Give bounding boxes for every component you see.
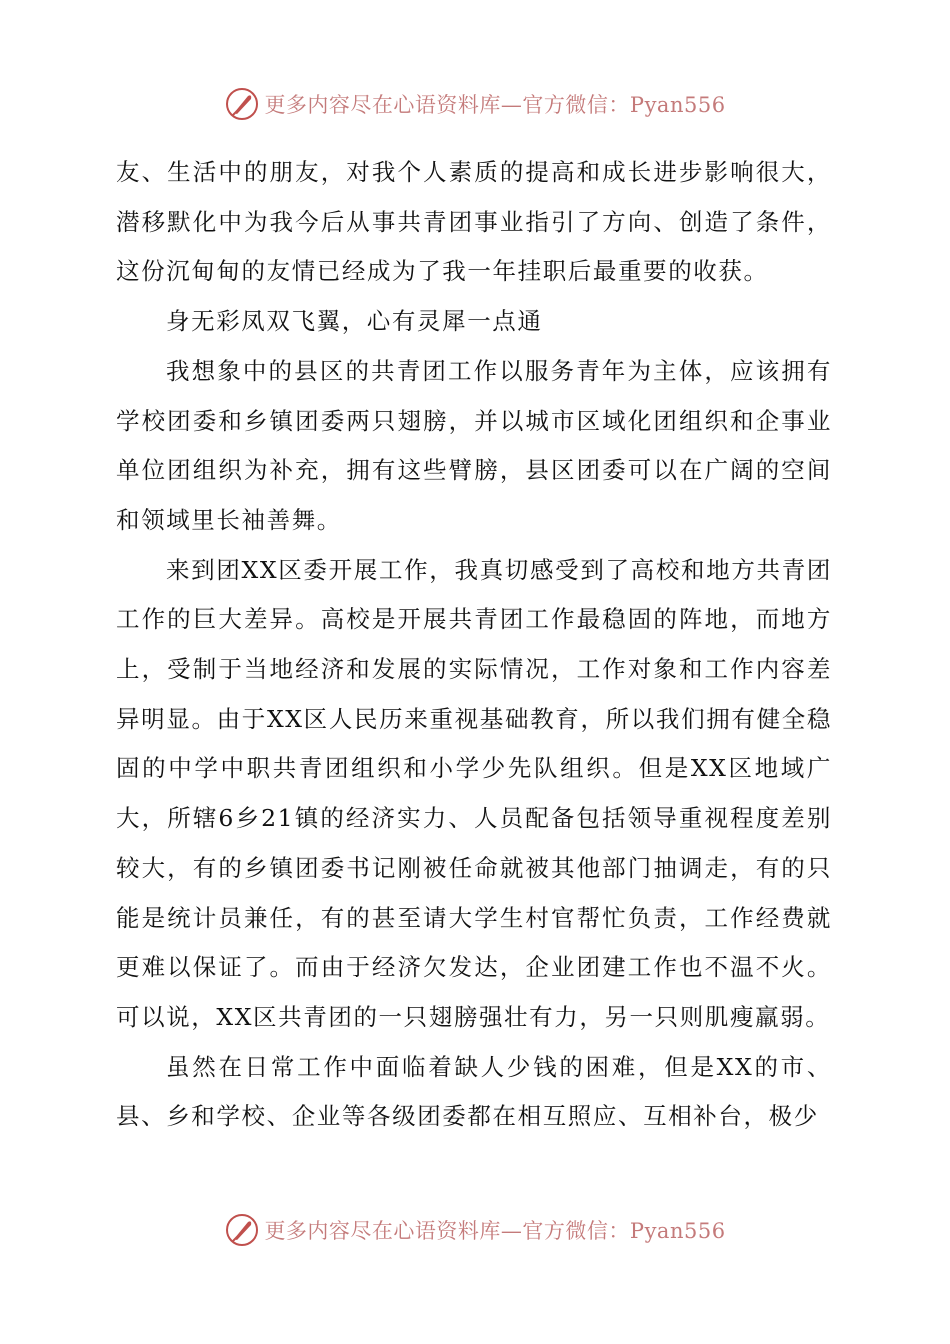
header-banner-text: 更多内容尽在心语资料库—官方微信：Pyan556 — [264, 93, 726, 117]
paragraph: 友、生活中的朋友，对我个人素质的提高和成长进步影响很大，潜移默化中为我今后从事共青团事业指引了方向、创造了条件，这份沉甸甸的友情已经成为了我一年挂职后最重要的收获。 — [116, 158, 832, 286]
quill-pen-logo-icon — [224, 1212, 260, 1248]
quill-pen-logo-icon — [224, 86, 260, 122]
paragraph: 虽然在日常工作中面临着缺人少钱的困难，但是XX的市、县、乡和学校、企业等各级团委都在相互照应、互相补台，极少 — [116, 1052, 832, 1131]
section-heading: 身无彩凤双飞翼，心有灵犀一点通 — [166, 307, 543, 336]
paragraph: 我想象中的县区的共青团工作以服务青年为主体，应该拥有学校团委和乡镇团委两只翅膀，并以城市区域化团组织和企事业单位团组织为补充，拥有这些臂膀，县区团委可以在广阔的空间和领域里长袖善舞。 — [116, 356, 832, 534]
footer-banner-text: 更多内容尽在心语资料库—官方微信：Pyan556 — [264, 1219, 726, 1243]
header-watermark-banner — [0, 84, 950, 124]
footer-watermark-banner — [0, 1210, 950, 1250]
document-body — [116, 148, 832, 1142]
paragraph: 来到团XX区委开展工作，我真切感受到了高校和地方共青团工作的巨大差异。高校是开展共青团工作最稳固的阵地，而地方上，受制于当地经济和发展的实际情况，工作对象和工作内容差异明显。由于XX区人民历来重视基础教育，所以我们拥有健全稳固的中学中职共青团组织和小学少先队组织。但是XX区地域广大，所辖6乡21镇的经济实力、人员配备包括领导重视程度差别较大，有的乡镇团委书记刚被任命就被其他部门抽调走，有的只能是统计员兼任，有的甚至请大学生村官帮忙负责，工作经费就更难以保证了。而由于经济欠发达，企业团建工作也不温不火。可以说，XX区共青团的一只翅膀强壮有力，另一只则肌瘦羸弱。 — [116, 555, 832, 1031]
